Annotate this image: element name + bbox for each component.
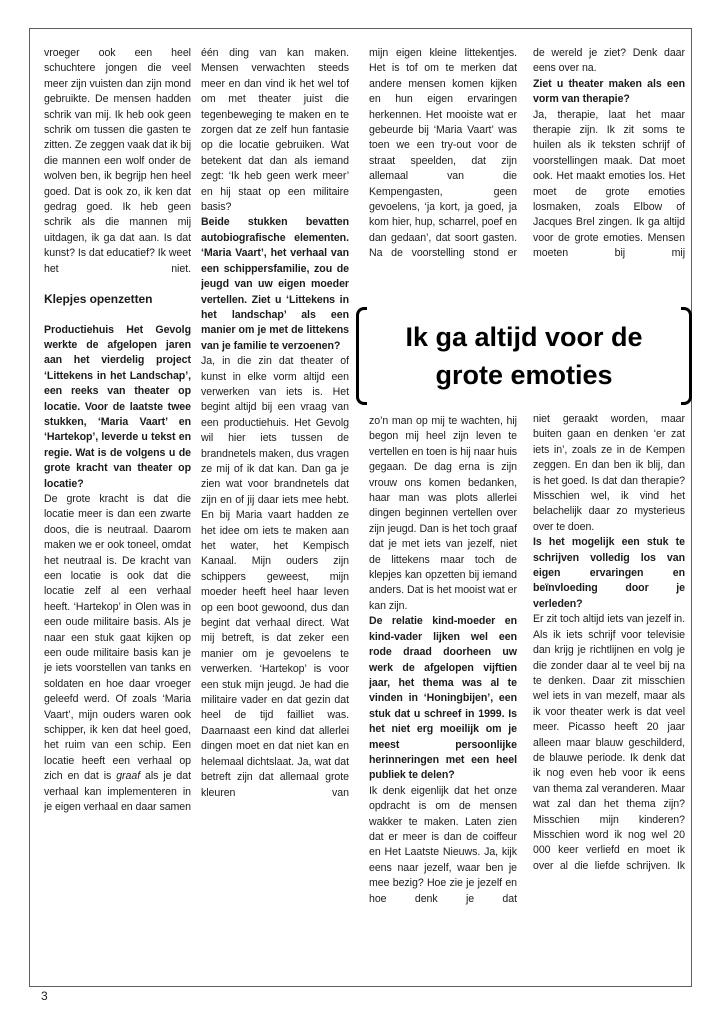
body-paragraph: Ja, in die zin dat theater of kunst in elke vorm altijd een verwerken van iets is. Het begint altijd bij een vraag van een productiehuis. Het Gevolg wil hier iets tussen de brandnetels maken, dus vragen ze mij of ik dat kan. Dan ga je zien wat voor brandnetels dat zijn en of jij daar iets mee hebt. En bij Maria vaart hadden ze het idee om iets te maken aan het water, het Kempisch Kanaal. Mijn ouders zijn schippers geweest, mijn moeder heeft heel haar leven op een boot gewoond, dus dan begint dat verhaal direct. Wat mij betreft, is dat zeker een manier om je gevoelens te verwerken. ‘Hartekop’ is voor een stuk mijn jeugd. Je had die militaire vader en dat gezin dat heel de tijd failliet was. Daarnaast een kind dat allerlei dingen moet en dat niet kan en helemaal dichtslaat. Ja, wat dat betreft zijn dat allemaal grote kleuren van xyxy=(201,355,349,799)
column-3-lower xyxy=(369,414,517,980)
body-paragraph: de wereld je ziet? Denk daar eens over na. xyxy=(533,47,685,75)
interview-question: Is het mogelijk een stuk te schrijven volledig los van eigen ervaringen en beïnvloeding door je verleden? xyxy=(533,536,685,610)
interview-question: Ziet u theater maken als een vorm van therapie? xyxy=(533,77,685,106)
body-paragraph: zo’n man op mij te wachten, hij begon mij heel zijn leven te vertellen en toen is hij naar huis gegaan. De dag erna is zijn vrouw ons komen bedanken, haar man was plots allerlei dingen beginnen vertellen over zijn jeugd. Dan is het toch graaf dat je met iets van jezelf, niet de littekens maar toch de klepjes kan opzetten bij iemand anders. Dat is het mooist wat er kan zijn. xyxy=(369,415,517,612)
column-3-upper xyxy=(369,46,517,302)
pull-quote-line: grote emoties xyxy=(435,360,613,390)
interview-question: Beide stukken bevatten autobiografische elementen. ‘Maria Vaart’, het verhaal van een schippersfamilie, zou de jeugd van uw eigen moeder vertellen. Ziet u ‘Littekens in het landschap’ als een manier om je met de littekens van je familie te verzoenen? xyxy=(201,216,349,352)
body-paragraph xyxy=(44,492,191,816)
page-number: 3 xyxy=(41,989,48,1003)
body-paragraph: mijn eigen kleine littekentjes. Het is tof om te merken dat andere mensen komen kijken en hun eigen ervaringen herkennen. Het mooiste wat er gebeurde bij ‘Maria Vaart’ was toen we een try-out voor de straat speelden, dat zijn allemaal van die Kempengasten, geen gevoelens, ‘ja kort, ja goed, ja kom hier, hup, scharrel, poef en dan gedaan’, dat soort gasten. Na de voorstelling stond er xyxy=(369,47,517,260)
bracket-right-icon xyxy=(681,307,692,405)
pull-quote-text xyxy=(367,318,681,394)
body-paragraph: niet geraakt worden, maar buiten gaan en denken ‘er zat iets in’, zoals ze in de Kempen zeggen. En dan ben ik blij, dan is het goed. Is dat dan therapie? Misschien wel, ik vind het belachelijk daar zo mysterieus over te doen. xyxy=(533,413,685,533)
pull-quote-line: Ik ga altijd voor de xyxy=(405,322,643,352)
body-paragraph: Ik denk eigenlijk dat het onze opdracht is om de mensen wakker te maken. Laten zien dat er meer is dan de coiffeur en Het Laatste Nieuws. Ja, kijk eens naar jezelf, waar ben je mee bezig? Hoe zie je jezelf en hoe denk je dat xyxy=(369,784,517,905)
pull-quote xyxy=(356,299,692,413)
answer-text-part: De grote kracht is dat die locatie meer is dan een zwarte doos, die is neutraal. Daarom maken we er ook toneel, omdat het neutraal is. De kracht van een locatie is ook dat die locatie zelf al een verhaal heeft. ‘Hartekop’ in Olen was in een oude militaire basis. Als je naar een stuk gaat kijken op een oude militaire basis kan je je iets voorstellen van tanks en soldaten en hoe daar vroeger geleefd werd. Of zoals ‘Maria Vaart’, mijn ouders waren ook schipper, ik ken dat heel goed, het ruim van een schip. Een locatie heeft een verhaal op zich en dat is xyxy=(44,492,191,783)
column-2 xyxy=(201,46,349,980)
italic-word: graaf xyxy=(116,770,141,783)
bracket-left-icon xyxy=(356,307,367,405)
body-paragraph: Er zit toch altijd iets van jezelf in. Als ik iets schrijf voor televisie dan krijg je richtlijnen en volg je die zonder daar al te veel bij na te denken. Daar zit misschien wel iets in van mezelf, maar als ik voor theater werk is dat veel meer. Picasso heeft 20 jaar alleen maar blauw geschilderd, de blauwe periode. Ik denk dat ik nog even heb voor ik eens van thema zal veranderen. Maar wat zal dan het thema zijn? Misschien mijn kinderen? Misschien word ik nog wel 20 000 keer verliefd en moet ik over al die liefde schrijven. Ik xyxy=(533,613,685,872)
interview-question: Productiehuis Het Gevolg werkte de afgelopen jaren aan het vierdelig project ‘Littekens in het Landschap’, een reeks van theater op locatie. Voor de laatste twee stukken, ‘Maria Vaart’ en ‘Hartekop’, leverde u tekst en regie. Wat is de volgens u de grote kracht van theater op locatie? xyxy=(44,323,191,490)
column-4-lower xyxy=(533,412,685,980)
body-paragraph: één ding van kan maken. Mensen verwachten steeds meer en dan vind ik het wel tof om met theater juist die tegenbeweging te maken en te zorgen dat ze zelf hun fantasie op die locatie gebruiken. Wat betekent dat dan als iemand zegt: ‘Ik heb geen werk meer’ en hij staat op een militaire basis? xyxy=(201,47,349,214)
answer-text-part: als je dat verhaal kan implementeren in je eigen verhaal en daar samen xyxy=(44,770,191,814)
section-heading: Klepjes openzetten xyxy=(44,292,153,307)
column-4-upper xyxy=(533,46,685,302)
column-1 xyxy=(44,46,191,980)
body-paragraph: Ja, therapie, laat het maar therapie zijn. Ik zit soms te huilen als ik teksten schrijf of voorstellingen maak. Dat moet ook. Het maakt emoties los. Het moet de grote emoties losmaken, zoals Elbow of Jacques Brel zingen. Ik ga altijd voor de grote emoties. Mensen moeten bij mij xyxy=(533,108,685,260)
body-paragraph: vroeger ook een heel schuchtere jongen die veel meer zijn vuisten dan zijn mond gebruikte. De mensen hadden schrik van mij. Ik heb ook geen schrik om tussen die gasten te zitten. Ze zeggen vaak dat ik bij die mannen een wolf onder de wolven ben, ik begrijp hen heel goed. Dat is ook zo, ik ken dat gedrag goed. Ik heb geen schrik als die mannen mij uitdagen, ik ga dat aan. Is dat kunst? Is dat educatief? Ik weet het niet. xyxy=(44,47,191,275)
interview-question: De relatie kind-moeder en kind-vader lijken wel een rode draad doorheen uw werk de afgelopen vijftien jaar, het thema was al te vinden in ‘Honingbijen’, een stuk dat u schreef in 1999. Is het niet erg moeilijk om je meest persoonlijke herinneringen met een heel publiek te delen? xyxy=(369,615,517,782)
